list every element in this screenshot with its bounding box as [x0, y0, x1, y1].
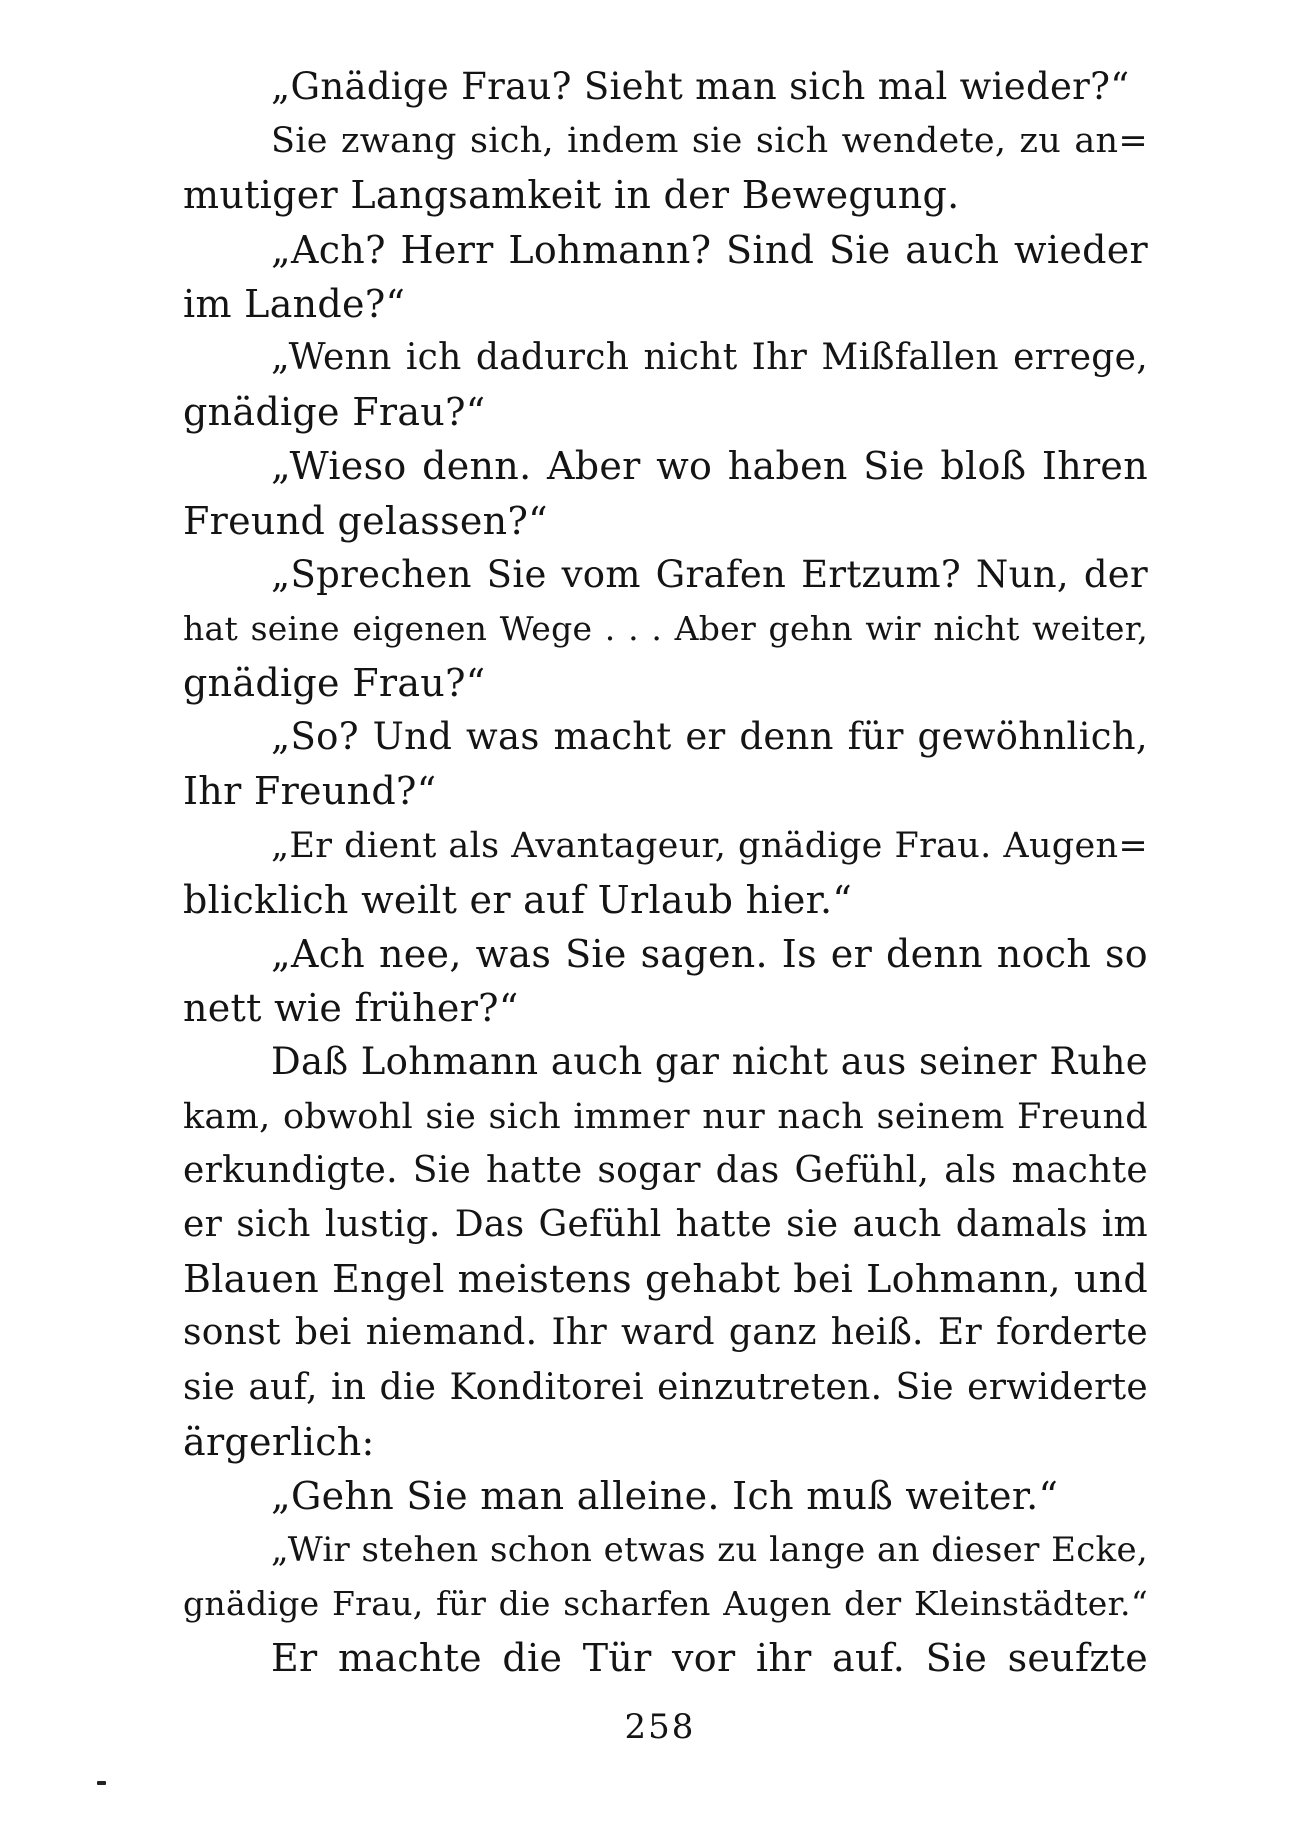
- text-line: gnädige Frau, für die scharfen Augen der Kleinstädter.“: [183, 1584, 1148, 1624]
- text-line: Ihr Freund?“: [183, 769, 437, 814]
- text-line: Er machte die Tür vor ihr auf. Sie seufzte: [271, 1636, 1148, 1681]
- text-line: „Er dient als Avantageur, gnädige Frau. Augen=: [271, 825, 1148, 866]
- text-line: Blauen Engel meistens gehabt bei Lohmann, und: [183, 1257, 1148, 1302]
- text-line: gnädige Frau?“: [183, 390, 486, 435]
- scan-speck: [97, 1781, 106, 1785]
- text-line: „Wieso denn. Aber wo haben Sie bloß Ihren: [271, 444, 1148, 489]
- text-line: „So? Und was macht er denn für gewöhnlich,: [271, 715, 1148, 759]
- text-line: Freund gelassen?“: [183, 498, 548, 543]
- text-line: gnädige Frau?“: [183, 661, 486, 706]
- text-line: kam, obwohl sie sich immer nur nach seinem Freund: [183, 1096, 1148, 1137]
- book-page-text: [183, 60, 1148, 1686]
- text-line: „Sprechen Sie vom Grafen Ertzum? Nun, der: [271, 552, 1148, 596]
- text-line: Sie zwang sich, indem sie sich wendete, zu an=: [271, 121, 1148, 162]
- text-line: ärgerlich:: [183, 1419, 375, 1464]
- text-line: sie auf, in die Konditorei einzutreten. Sie erwiderte: [183, 1366, 1148, 1408]
- text-line: „Ach nee, was Sie sagen. Is er denn noch so: [271, 932, 1148, 976]
- text-line: blicklich weilt er auf Urlaub hier.“: [183, 877, 853, 922]
- text-line: hat seine eigenen Wege . . . Aber gehn wir nicht weiter,: [183, 608, 1148, 648]
- text-line: sonst bei niemand. Ihr ward ganz heiß. Er forderte: [183, 1312, 1148, 1354]
- text-line: „Wir stehen schon etwas zu lange an dieser Ecke,: [271, 1530, 1148, 1571]
- text-line: „Ach? Herr Lohmann? Sind Sie auch wieder: [271, 227, 1148, 272]
- text-line: er sich lustig. Das Gefühl hatte sie auch damals im: [183, 1203, 1148, 1245]
- text-line: Daß Lohmann auch gar nicht aus seiner Ruhe: [271, 1040, 1148, 1084]
- page-number: 258: [624, 1707, 696, 1747]
- text-line: „Wenn ich dadurch nicht Ihr Mißfallen errege,: [271, 336, 1148, 378]
- text-line: erkundigte. Sie hatte sogar das Gefühl, als machte: [183, 1149, 1148, 1191]
- text-line: „Gehn Sie man alleine. Ich muß weiter.“: [271, 1473, 1059, 1518]
- text-line: nett wie früher?“: [183, 986, 519, 1031]
- text-line: mutiger Langsamkeit in der Bewegung.: [183, 173, 960, 218]
- text-line: „Gnädige Frau? Sieht man sich mal wieder?“: [271, 65, 1130, 108]
- text-line: im Lande?“: [183, 281, 406, 326]
